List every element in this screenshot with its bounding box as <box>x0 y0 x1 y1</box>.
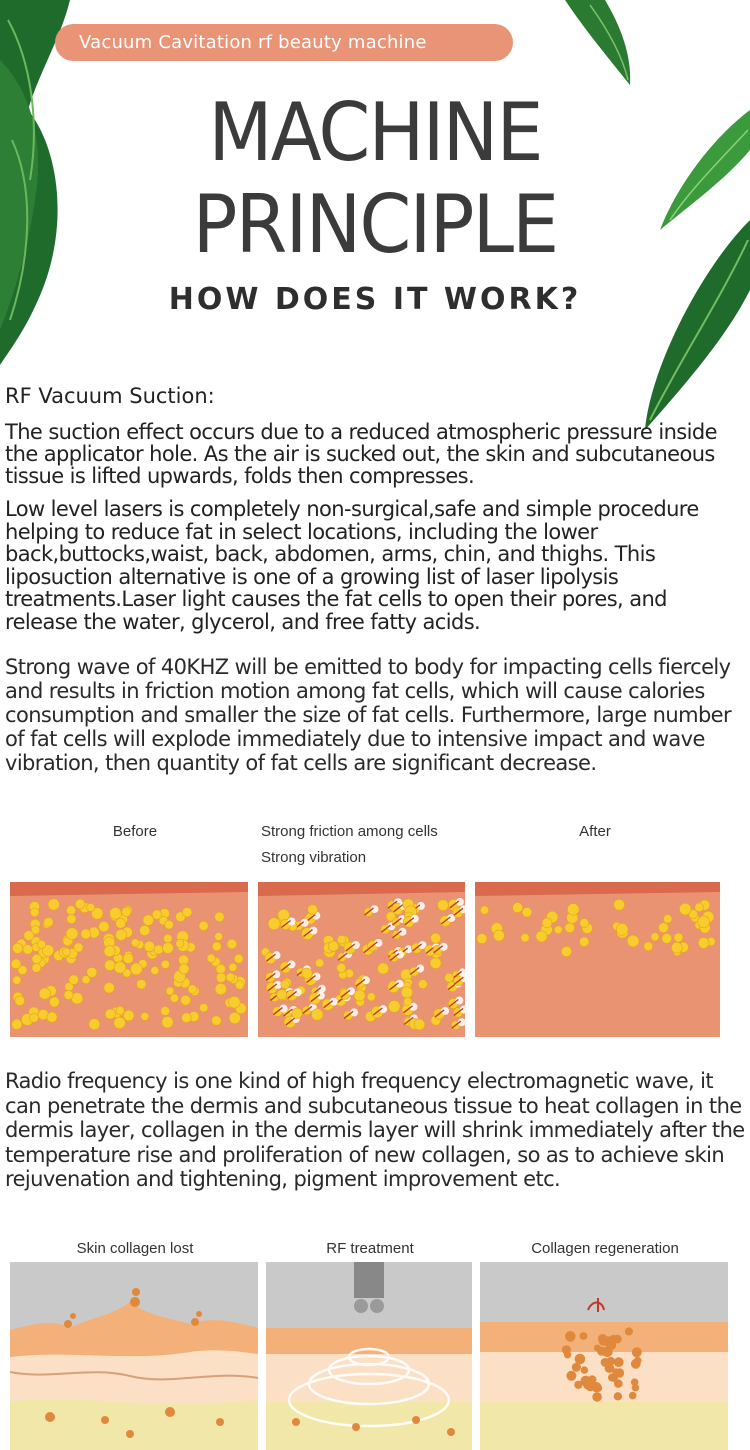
fat-cell <box>567 903 579 915</box>
page-title-line1: MACHINE <box>208 86 542 179</box>
fat-cell <box>644 942 653 951</box>
fat-cell <box>154 945 163 954</box>
fat-cell <box>182 1013 192 1023</box>
fat-cell <box>536 931 547 942</box>
fat-cell <box>216 964 226 974</box>
fat-cell <box>215 933 223 941</box>
fat-cell <box>123 953 133 963</box>
fat-cell <box>161 1007 170 1016</box>
fat-cell <box>674 933 683 942</box>
fat-cell <box>616 924 628 936</box>
collagen-cell <box>609 1373 618 1382</box>
fat-cell <box>698 938 709 949</box>
fat-cell <box>44 917 53 926</box>
fat-cell <box>226 973 235 982</box>
page-title-line2: PRINCIPLE <box>192 178 558 271</box>
collagen-panel-rf <box>266 1262 472 1450</box>
fat-cell <box>292 1008 303 1019</box>
fat-cell <box>268 918 280 930</box>
fat-cell <box>131 939 139 947</box>
fat-cell <box>110 907 122 919</box>
collagen-cell <box>592 1392 602 1402</box>
fat-cell <box>164 934 173 943</box>
paragraph-radio-frequency: Radio frequency is one kind of high frequency electromagnetic wave, it can penetrate the dermis and subcutaneous tissue to heat collagen in the dermis layer, collagen in the dermis layer will shrink immediately after the temperature rise and proliferation of new collagen, so as to achieve skin rejuvenation and tightening, pigment improvement etc. <box>5 1069 745 1191</box>
collagen-cell <box>581 1366 588 1373</box>
fat-cell <box>614 899 625 910</box>
fat-cell <box>404 997 412 1005</box>
collagen-cell <box>609 1335 618 1344</box>
caption-friction: Strong friction among cells <box>261 823 438 840</box>
fat-cell <box>99 921 110 932</box>
fat-panel-after <box>475 882 720 1037</box>
fat-cell <box>554 926 562 934</box>
fat-cell <box>216 973 226 983</box>
fat-cell <box>337 935 346 944</box>
fat-cell <box>227 939 237 949</box>
fat-cell <box>105 960 116 971</box>
fat-cell <box>122 907 131 916</box>
fat-cell <box>32 963 41 972</box>
fat-cell <box>513 903 523 913</box>
fat-cell <box>116 1006 124 1014</box>
fat-cell <box>12 1019 22 1029</box>
fat-cell <box>627 935 639 947</box>
collagen-panel-lost <box>10 1262 258 1450</box>
fat-cell <box>698 916 710 928</box>
fat-cell <box>438 900 449 911</box>
fat-cell <box>354 990 365 1001</box>
fat-cell <box>144 941 155 952</box>
fat-cell <box>162 1017 173 1028</box>
fat-cell <box>228 996 240 1008</box>
fat-cell <box>328 941 338 951</box>
fat-cell <box>188 985 197 994</box>
fat-cell <box>401 987 412 998</box>
fat-cell <box>367 993 375 1001</box>
fat-cell <box>123 1010 134 1021</box>
fat-cell <box>30 908 39 917</box>
collagen-cell <box>598 1334 607 1343</box>
fat-cell <box>278 909 290 921</box>
fat-cell <box>199 1003 208 1012</box>
fat-cell <box>431 933 441 943</box>
fat-cell <box>182 907 192 917</box>
fat-cell <box>48 899 59 910</box>
fat-cell <box>662 933 672 943</box>
collagen-cell <box>614 1357 624 1367</box>
fat-cell <box>311 1009 323 1021</box>
collagen-cell <box>566 1371 576 1381</box>
collagen-cell <box>562 1345 571 1354</box>
fat-panel-during <box>258 882 465 1037</box>
collagen-cell <box>632 1347 642 1357</box>
collagen-cell <box>629 1392 637 1400</box>
fat-cell <box>315 959 323 967</box>
fat-cell <box>212 1016 222 1026</box>
fat-cell <box>477 934 487 944</box>
fat-cell <box>565 923 575 933</box>
caption-rf-treatment: RF treatment <box>326 1240 414 1257</box>
fat-cell <box>170 994 178 1002</box>
fat-cell <box>679 903 691 915</box>
fat-cell <box>579 937 589 947</box>
fat-cell <box>521 934 529 942</box>
fat-cell <box>277 990 287 1000</box>
fat-cell <box>32 954 42 964</box>
fat-cell <box>663 915 672 924</box>
collagen-cell <box>631 1359 641 1369</box>
fat-cell <box>281 980 290 989</box>
fat-cell <box>378 963 389 974</box>
fat-cell <box>67 914 76 923</box>
fat-cell <box>137 979 147 989</box>
fat-panel-before <box>10 882 248 1037</box>
fat-cell <box>141 1012 149 1020</box>
fat-cell <box>62 948 70 956</box>
collagen-cell <box>597 1347 606 1356</box>
fat-cell <box>82 976 90 984</box>
fat-cell <box>215 983 226 994</box>
fat-cell <box>13 976 21 984</box>
fat-cell <box>234 954 243 963</box>
fat-cell <box>105 1009 115 1019</box>
fat-cell <box>522 907 532 917</box>
section-heading: RF Vacuum Suction: <box>5 384 215 408</box>
fat-cell <box>143 915 154 926</box>
fat-cell <box>179 964 189 974</box>
fat-cell <box>11 959 21 969</box>
fat-cell <box>161 960 169 968</box>
fat-cell <box>116 918 126 928</box>
collagen-panel-regeneration <box>480 1262 728 1450</box>
fat-cell <box>64 990 73 999</box>
fat-cell <box>430 958 441 969</box>
collagen-cell <box>565 1331 576 1342</box>
fat-cell <box>199 921 208 930</box>
fat-cell <box>418 980 427 989</box>
fat-cell <box>114 1017 126 1029</box>
fat-cell <box>162 943 173 954</box>
fat-cell <box>651 933 659 941</box>
fat-cell <box>15 996 25 1006</box>
fat-cell <box>207 954 215 962</box>
caption-collagen-lost: Skin collagen lost <box>76 1240 194 1257</box>
paragraph-laser: Low level lasers is completely non-surgical,safe and simple procedure helping to reduce fat in select locations, including the lower back,buttocks,waist, back, abdomen, arms, chin, and thighs. This liposuction alternative is one of a growing list of laser lipolysis treatments.Laser light causes the fat cells to open their pores, and release the water, glycerol, and free fatty acids. <box>5 497 699 634</box>
fat-cell <box>212 942 221 951</box>
fat-cell <box>229 1012 240 1023</box>
fat-cell <box>66 906 75 915</box>
collagen-cell <box>614 1392 622 1400</box>
fat-cell <box>81 929 91 939</box>
banner-pill <box>55 24 513 61</box>
paragraph-cavitation: Strong wave of 40KHZ will be emitted to body for impacting cells fiercely and results in friction motion among fat cells, which will cause calories consumption and smaller the size of fat cells. Furthermore, large number of fat cells will explode immediately due to intensive impact and wave vibration, then quantity of fat cells are significant decrease. <box>5 655 732 775</box>
fat-cell <box>49 997 59 1007</box>
fat-cell <box>104 946 115 957</box>
fat-cell <box>131 963 143 975</box>
collagen-cell <box>601 1358 610 1367</box>
fat-cell <box>302 968 313 979</box>
collagen-cell <box>591 1382 601 1392</box>
fat-cell <box>176 939 184 947</box>
fat-cell <box>494 930 505 941</box>
collagen-cell <box>580 1332 588 1340</box>
fat-cell <box>23 945 33 955</box>
fat-cell <box>39 988 50 999</box>
leaf-top-right-decoration <box>560 0 635 85</box>
fat-cell <box>414 1019 425 1030</box>
fat-cell <box>671 942 682 953</box>
caption-collagen-regeneration: Collagen regeneration <box>531 1240 679 1257</box>
banner-label: Vacuum Cavitation rf beauty machine <box>79 32 427 53</box>
fat-cell <box>66 928 78 940</box>
collagen-cell <box>575 1354 586 1365</box>
fat-cell <box>308 905 318 915</box>
caption-before: Before <box>112 823 158 840</box>
fat-cell <box>580 918 589 927</box>
fat-cell <box>659 923 669 933</box>
fat-cell <box>151 966 159 974</box>
fat-cell <box>181 995 191 1005</box>
fat-cell <box>445 973 454 982</box>
collagen-cell <box>625 1327 633 1335</box>
fat-cell <box>12 943 22 953</box>
fat-cell <box>116 929 127 940</box>
fat-cell <box>215 912 225 922</box>
fat-cell <box>30 1013 39 1022</box>
fat-cell <box>89 1019 100 1030</box>
collagen-cell <box>631 1378 639 1386</box>
fat-cell <box>229 963 237 971</box>
fat-cell <box>337 963 346 972</box>
fat-cell <box>152 910 162 920</box>
fat-cell <box>480 906 488 914</box>
fat-cell <box>165 920 174 929</box>
fat-cell <box>140 925 150 935</box>
fat-cell <box>166 987 174 995</box>
caption-after: After <box>579 823 611 840</box>
fat-cell <box>75 899 85 909</box>
page-subtitle: HOW DOES IT WORK? <box>168 282 582 317</box>
fat-cell <box>104 983 115 994</box>
fat-cell <box>47 1012 57 1022</box>
fat-cell <box>388 1001 400 1013</box>
fat-cell <box>542 918 552 928</box>
fat-cell <box>37 940 45 948</box>
fat-cell <box>87 903 95 911</box>
fat-cell <box>74 943 83 952</box>
fat-cell <box>24 931 34 941</box>
caption-vibration: Strong vibration <box>261 849 367 866</box>
fat-cell <box>69 975 79 985</box>
paragraph-suction: The suction effect occurs due to a reduced atmospheric pressure inside the applicator hole. As the air is sucked out, the skin and subcutaneous tissue is lifted upwards, folds then compresses. <box>5 420 717 488</box>
fat-cell <box>114 962 126 974</box>
fat-cell <box>561 946 571 956</box>
